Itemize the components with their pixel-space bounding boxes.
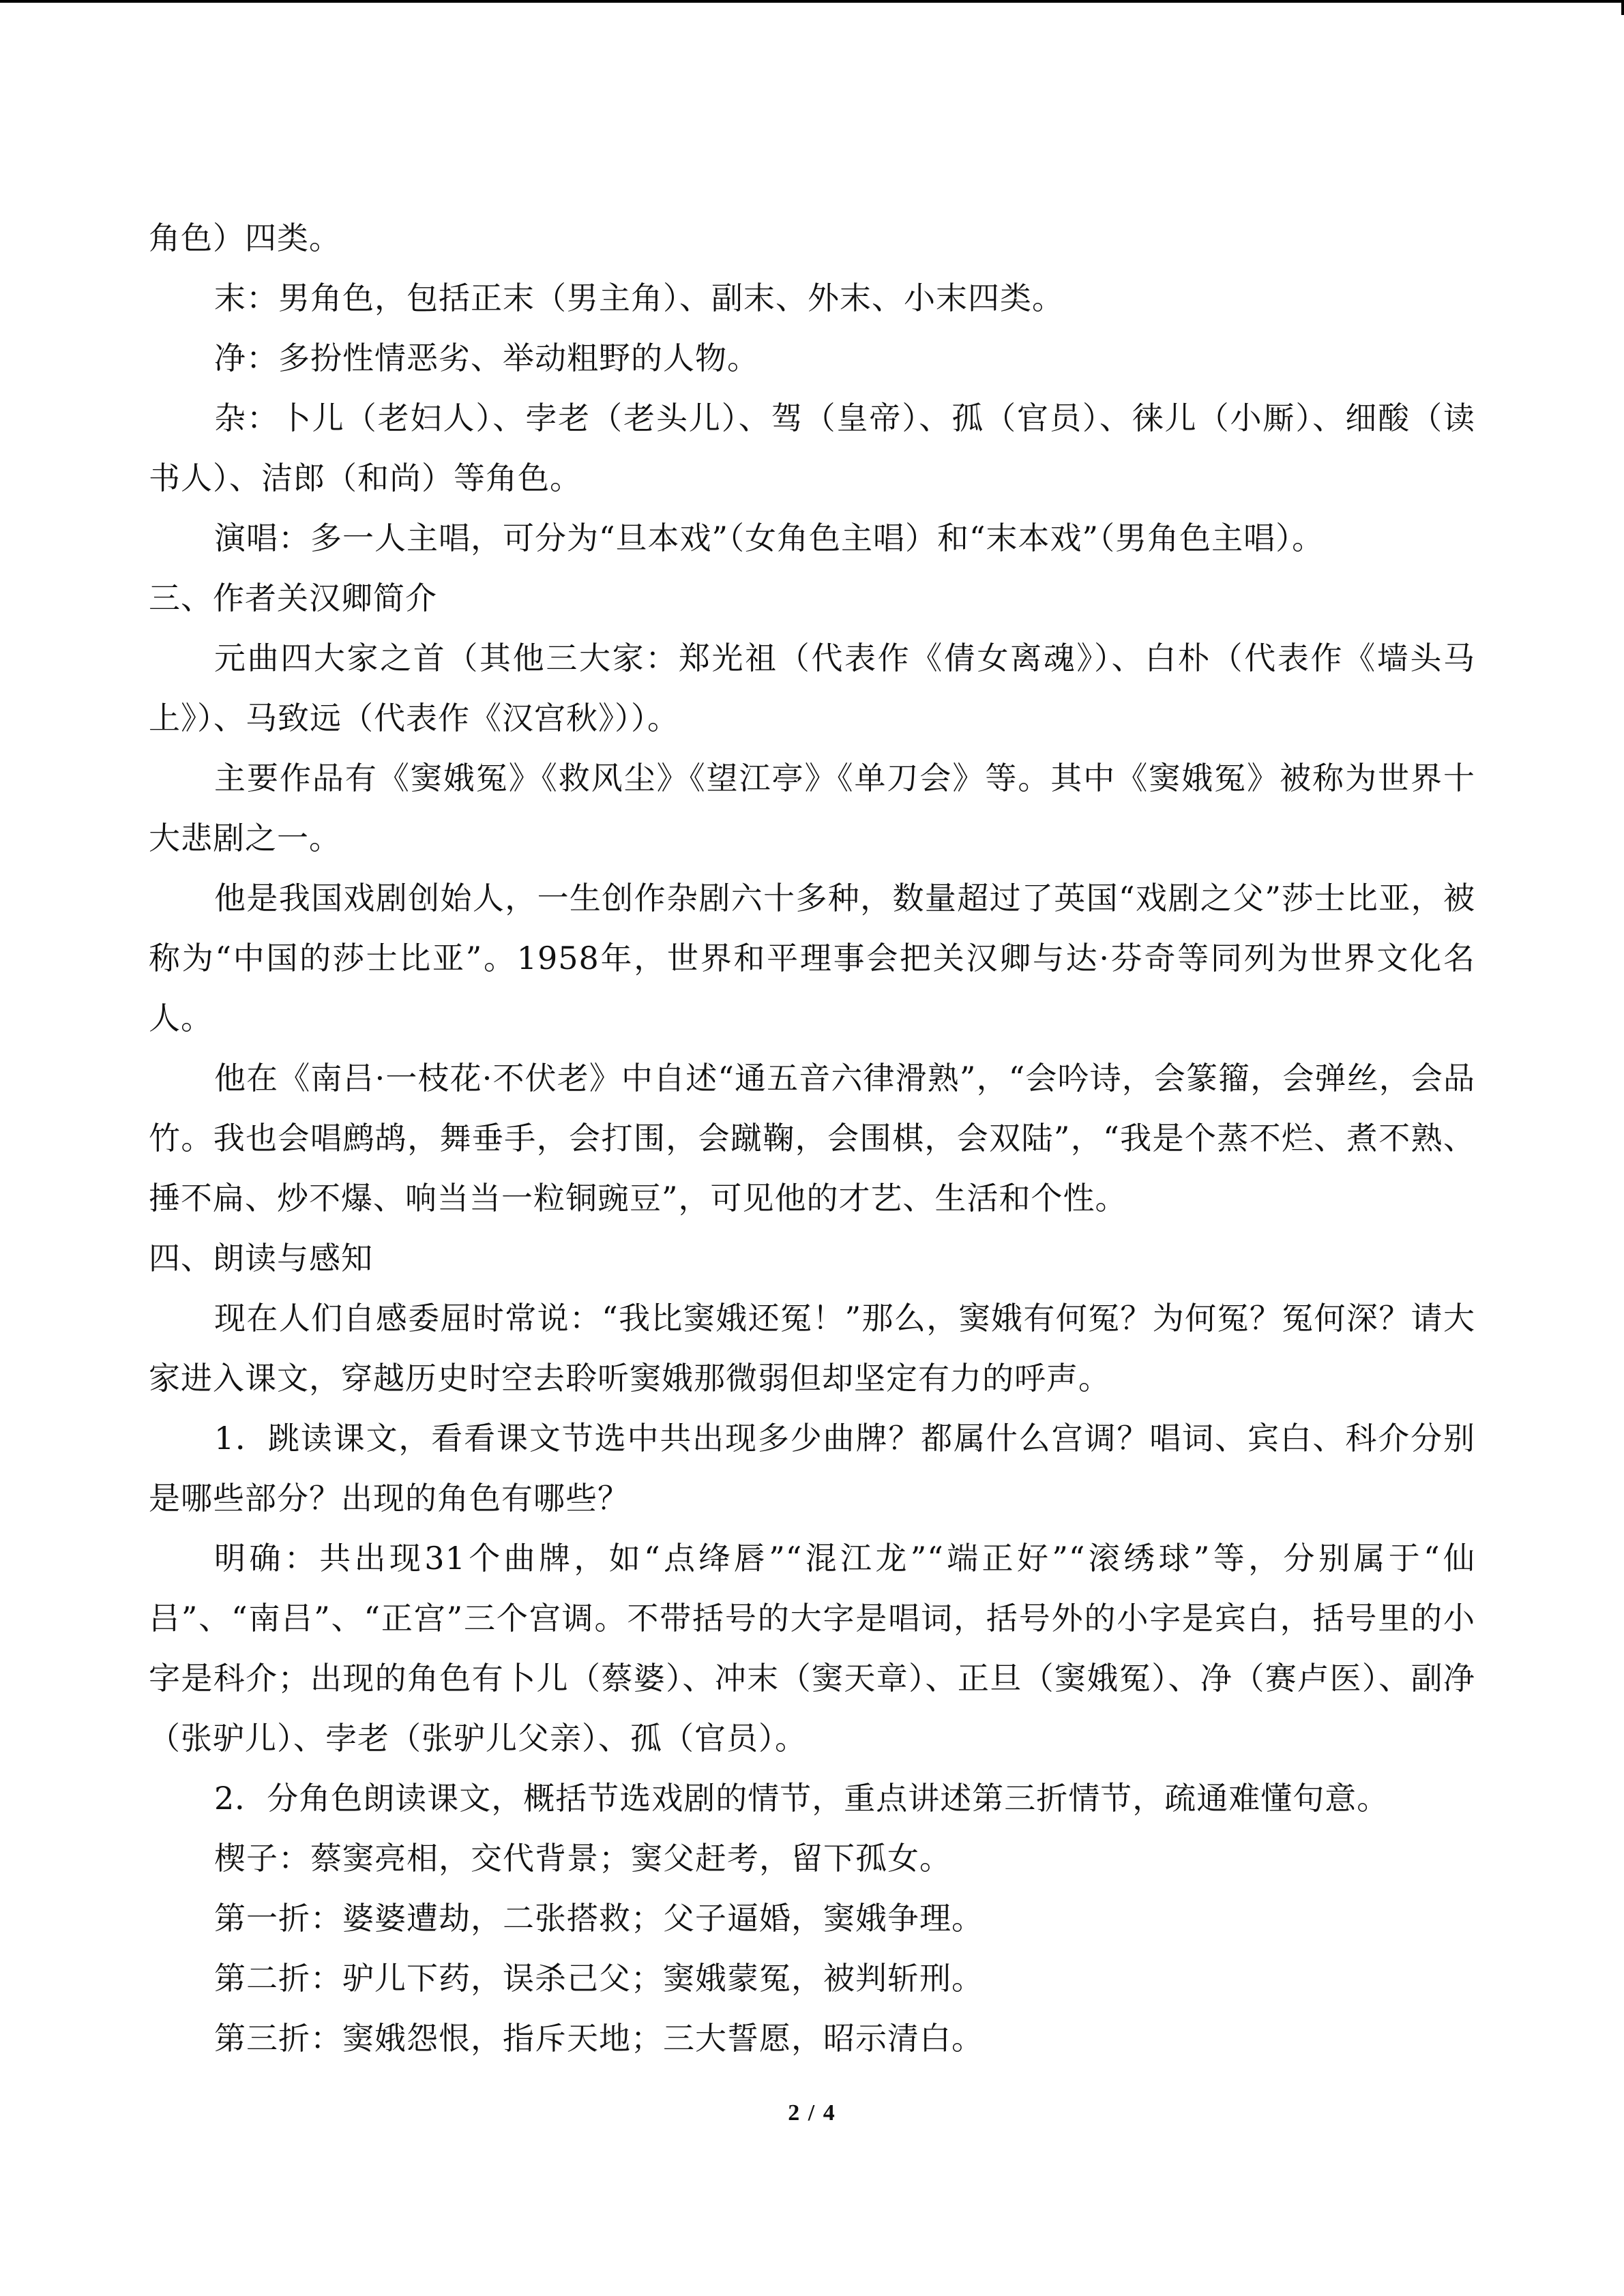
paragraph: 第三折：窦娥怨恨，指斥天地；三大誓愿，昭示清白。 [214,2020,984,2057]
paragraph: 楔子：蔡窦亮相，交代背景；窦父赶考，留下孤女。 [214,1840,951,1877]
section-heading: 三、作者关汉卿简介 [149,580,437,616]
paragraph: 末：男角色，包括正末（男主角）、副末、外末、小末四类。 [214,280,1064,316]
paragraph: 演唱：多一人主唱，可分为“旦本戏”（女角色主唱）和“末本戏”（男角色主唱）。 [214,520,1325,556]
paragraph: 杂：卜儿（老妇人）、孛老（老头儿）、驾（皇帝）、孤（官员）、徕儿（小厮）、细酸（读书人）、洁郎（和尚）等角色。 [149,400,1475,496]
paragraph: 主要作品有《窦娥冤》《救风尘》《望江亭》《单刀会》等。其中《窦娥冤》被称为世界十大悲剧之一。 [149,760,1475,856]
paragraph: 第二折：驴儿下药，误杀己父；窦娥蒙冤，被判斩刑。 [214,1960,984,1997]
paragraph: 他在《南吕·一枝花·不伏老》中自述“通五音六律滑熟”，“会吟诗，会篆籀，会弹丝，会品竹。我也会唱鹧鸪，舞垂手，会打围，会蹴鞠，会围棋，会双陆”，“我是个蒸不烂、煮不熟、捶不扁、炒不爆、响当当一粒铜豌豆”，可见他的才艺、生活和个性。 [149,1060,1475,1217]
corner-mark [1621,0,1624,15]
paragraph: 角色）四类。 [149,220,341,256]
paragraph: 净：多扮性情恶劣、举动粗野的人物。 [214,340,759,376]
paragraph: 1．跳读课文，看看课文节选中共出现多少曲牌？都属什么宫调？唱词、宾白、科介分别是哪些部分？出现的角色有哪些？ [149,1420,1475,1517]
paragraph: 他是我国戏剧创始人，一生创作杂剧六十多种，数量超过了英国“戏剧之父”莎士比亚，被称为“中国的莎士比亚”。1958年，世界和平理事会把关汉卿与达·芬奇等同列为世界文化名人。 [149,880,1475,1037]
page-number: 2 / 4 [788,2100,836,2126]
paragraph: 现在人们自感委屈时常说：“我比窦娥还冤！”那么，窦娥有何冤？为何冤？冤何深？请大家进入课文，穿越历史时空去聆听窦娥那微弱但却坚定有力的呼声。 [149,1300,1475,1397]
paragraph: 第一折：婆婆遭劫，二张搭救；父子逼婚，窦娥争理。 [214,1900,984,1937]
paragraph: 元曲四大家之首（其他三大家：郑光祖（代表作《倩女离魂》）、白朴（代表作《墙头马上》）、马致远（代表作《汉宫秋》））。 [149,640,1475,736]
document-body [149,208,1475,2068]
section-heading: 四、朗读与感知 [149,1240,373,1277]
paragraph: 明确：共出现31个曲牌，如“点绛唇”“混江龙”“端正好”“滚绣球”等，分别属于“仙吕”、“南吕”、“正宫”三个宫调。不带括号的大字是唱词，括号外的小字是宾白，括号里的小字是科介；出现的角色有卜儿（蔡婆）、冲末（窦天章）、正旦（窦娥冤）、净（赛卢医）、副净（张驴儿）、孛老（张驴儿父亲）、孤（官员）。 [149,1540,1475,1757]
top-border-line [0,0,1624,3]
paragraph: 2．分角色朗读课文，概括节选戏剧的情节，重点讲述第三折情节，疏通难懂句意。 [214,1780,1389,1817]
